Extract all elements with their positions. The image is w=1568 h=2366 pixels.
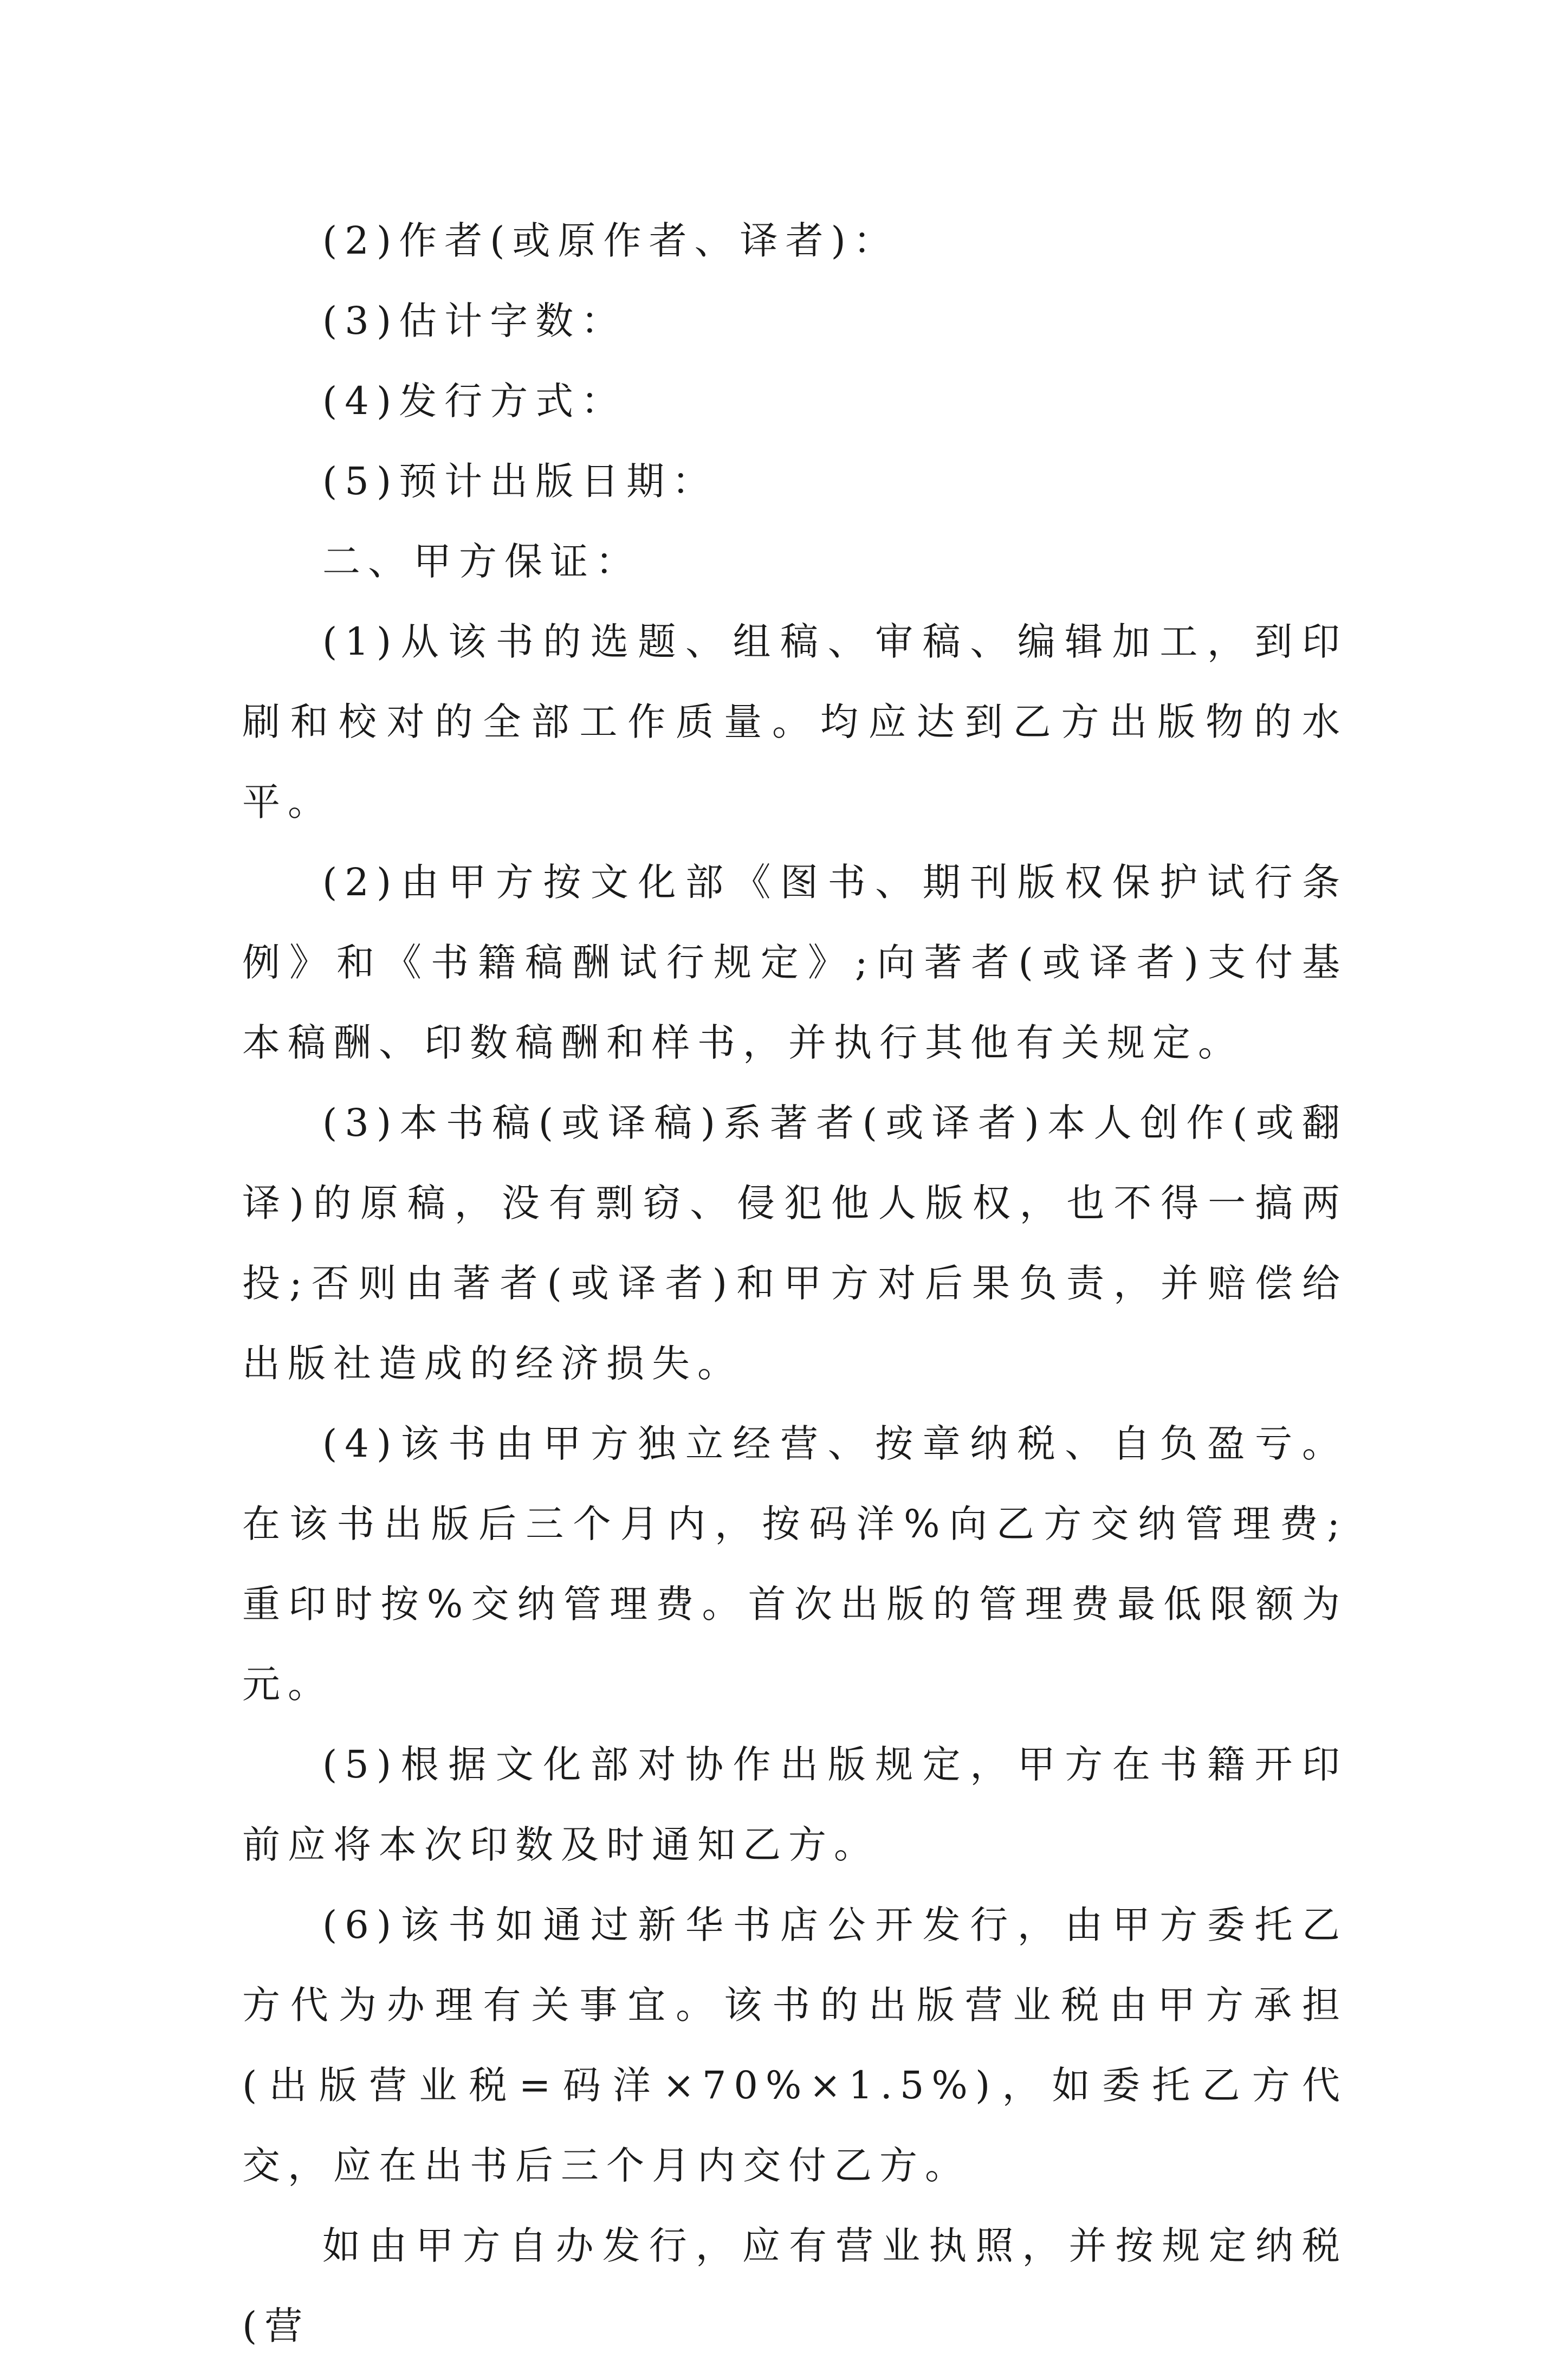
clause-5-print-notice: (5)根据文化部对协作出版规定，甲方在书籍开印前应将本次印数及时通知乙方。: [242, 1742, 1347, 1867]
clause-1-quality: (1)从该书的选题、组稿、审稿、编辑加工，到印刷和校对的全部工作质量。均应达到乙方出版物的水平。: [242, 619, 1347, 824]
item-distribution-method: (4)发行方式：: [322, 379, 627, 423]
clause-self-distribution: 如由甲方自办发行，应有营业执照，并按规定纳税(营: [242, 2223, 1347, 2348]
section-heading-party-a-guarantee: 二、甲方保证：: [322, 539, 641, 584]
clause-4-management-fee: (4)该书由甲方独立经营、按章纳税、自负盈亏。在该书出版后三个月内，按码洋%向乙方交纳管理费;重印时按%交纳管理费。首次出版的管理费最低限额为元。: [242, 1421, 1347, 1706]
clause-6-distribution: (6)该书如通过新华书店公开发行，由甲方委托乙方代为办理有关事宜。该书的出版营业税由甲方承担(出版营业税=码洋×70%×1.5%)，如委托乙方代交，应在出书后三个月内交付乙方。: [242, 1903, 1347, 2188]
clause-3-originality: (3)本书稿(或译稿)系著者(或译者)本人创作(或翻译)的原稿，没有剽窃、侵犯他人版权，也不得一搞两投;否则由著者(或译者)和甲方对后果负责，并赔偿给出版社造成的经济损失。: [242, 1101, 1347, 1386]
document-body: [242, 201, 1347, 2366]
item-author: (2)作者(或原作者、译者)：: [322, 218, 899, 263]
item-publication-date: (5)预计出版日期：: [322, 459, 718, 503]
item-word-count: (3)估计字数：: [322, 299, 627, 343]
clause-2-royalties: (2)由甲方按文化部《图书、期刊版权保护试行条例》和《书籍稿酬试行规定》;向著者(或译者)支付基本稿酬、印数稿酬和样书，并执行其他有关规定。: [242, 860, 1347, 1065]
